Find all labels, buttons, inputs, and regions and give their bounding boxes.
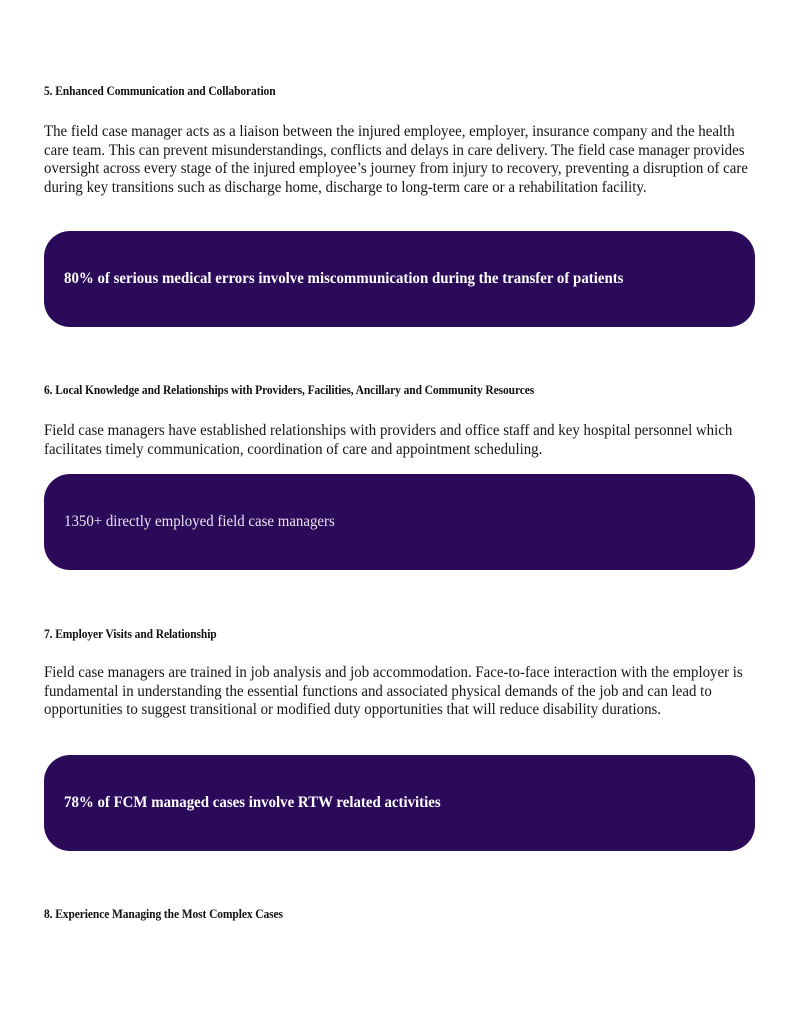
section-8-heading: 8. Experience Managing the Most Complex Cases [44, 907, 283, 921]
section-5-callout [44, 231, 755, 327]
section-5-heading: 5. Enhanced Communication and Collaboration [44, 84, 276, 98]
section-7-callout-text: 78% of FCM managed cases involve RTW related activities [64, 794, 441, 811]
section-5-callout-text: 80% of serious medical errors involve miscommunication during the transfer of patients [64, 270, 624, 287]
section-6-paragraph: Field case managers have established relationships with providers and office staff and key hospital personnel which facilitates timely communication, coordination of care and appointment scheduling. [44, 422, 733, 458]
section-6-callout [44, 474, 755, 570]
section-5-paragraph: The field case manager acts as a liaison between the injured employee, employer, insurance company and the health care team. This can prevent misunderstandings, conflicts and delays in care delivery. The field case manager provides oversight across every stage of the injured employee’s journey from injury to recovery, preventing a disruption of care during key transitions such as discharge home, discharge to long-term care or a rehabilitation facility. [44, 123, 748, 196]
section-6-callout-text: 1350+ directly employed field case managers [64, 513, 335, 530]
section-6-heading: 6. Local Knowledge and Relationships with Providers, Facilities, Ancillary and Community Resources [44, 383, 535, 397]
section-7-paragraph: Field case managers are trained in job analysis and job accommodation. Face-to-face interaction with the employer is fundamental in understanding the essential functions and associated physical demands of the job and can lead to opportunities to suggest transitional or modified duty opportunities that will reduce disability durations. [44, 664, 743, 719]
section-7-heading: 7. Employer Visits and Relationship [44, 627, 217, 641]
section-7-callout [44, 755, 755, 851]
